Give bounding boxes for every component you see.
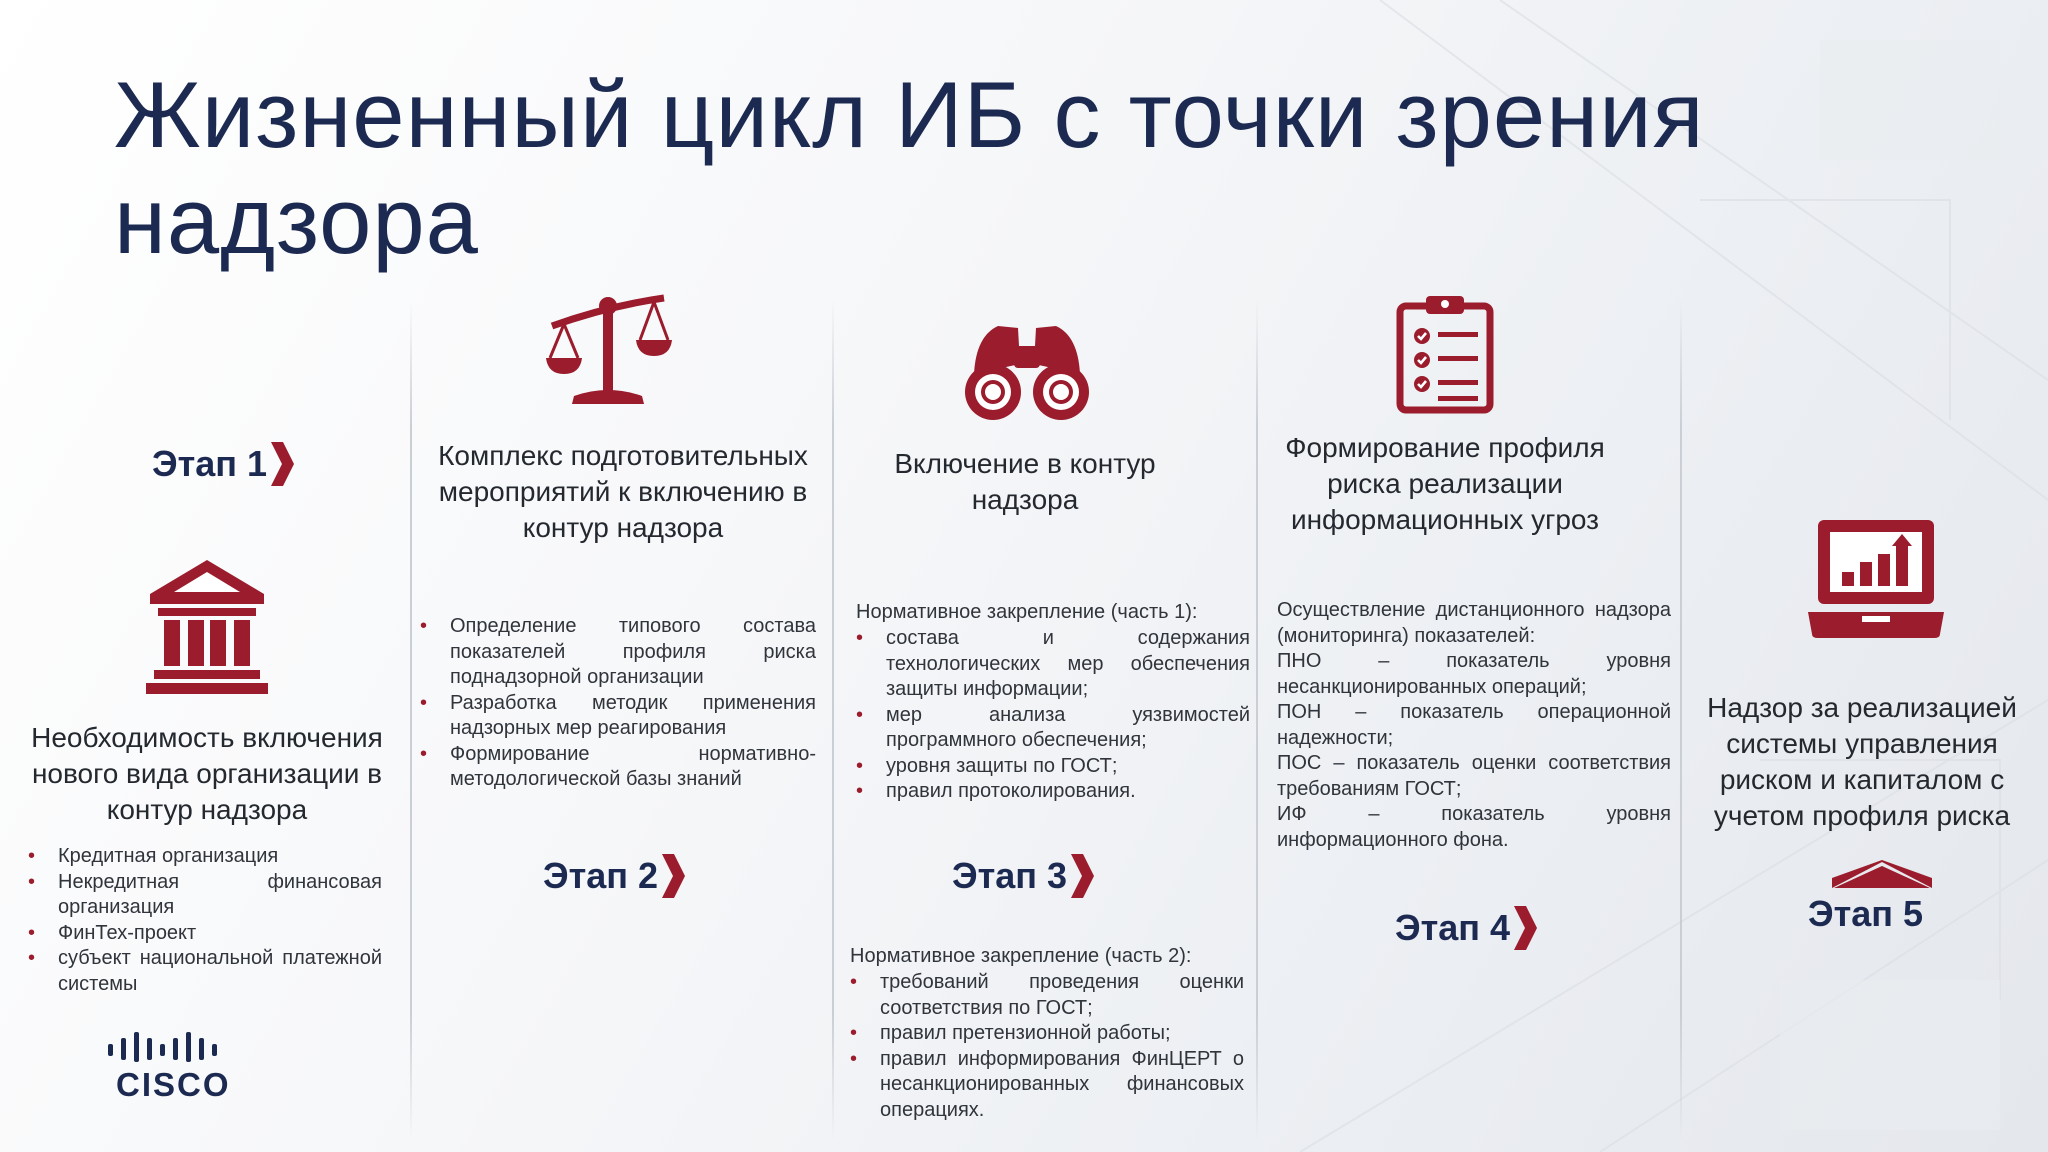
- stage-4-line: ПОН – показатель операционной надежности;: [1277, 701, 1671, 749]
- stage-5-heading: Надзор за реализацией системы управления риском и капиталом с учетом профиля риска: [1707, 692, 2017, 831]
- page-title: Жизненный цикл ИБ с точки зрения надзора: [114, 62, 1705, 273]
- stage-3-part2-bullets: [850, 970, 1244, 1123]
- stage-4-text: [1277, 598, 1671, 853]
- stage-4-line: ПНО – показатель уровня несанкционированных операций;: [1277, 650, 1671, 698]
- stage-3-label: [952, 852, 1095, 900]
- chevron-right-icon: [1069, 852, 1095, 900]
- stage-2-heading: Комплекс подготовительных мероприятий к включению в контур надзора: [438, 440, 808, 543]
- clipboard-checklist-icon: [1396, 292, 1494, 414]
- list-item: • правил претензионной работы;: [850, 1021, 1244, 1047]
- list-item: • ФинТех-проект: [28, 921, 382, 947]
- list-item: • правил протоколирования.: [856, 779, 1250, 805]
- list-item: • требований проведения оценки соответствия по ГОСТ;: [850, 970, 1244, 1021]
- stage-2-text: Этап 2: [543, 855, 659, 896]
- cisco-logo-icon: [106, 1030, 230, 1064]
- chevron-right-icon: [269, 440, 295, 488]
- cisco-logo: [102, 1030, 232, 1103]
- stage-5-label: [1808, 893, 1923, 935]
- list-item: • состава и содержания технологических мер обеспечения защиты информации;: [856, 626, 1250, 703]
- binoculars-icon: [960, 322, 1094, 420]
- stage-4-label: [1395, 904, 1538, 952]
- list-item: • Некредитная финансовая организация: [28, 870, 382, 921]
- list-item: • правил информирования ФинЦЕРТ о несанкционированных финансовых операциях.: [850, 1047, 1244, 1124]
- column-divider: [1680, 300, 1682, 1140]
- list-item: • уровня защиты по ГОСТ;: [856, 754, 1250, 780]
- column-divider: [832, 300, 834, 1140]
- scales-icon: [544, 292, 674, 408]
- stage-4-text-label: Этап 4: [1395, 907, 1511, 948]
- stage-2-bullets: [420, 614, 816, 793]
- stage-4-line: Осуществление дистанционного надзора (мониторинга) показателей:: [1277, 599, 1671, 647]
- stage-1-bullets: [28, 844, 382, 997]
- chevron-up-icon: [1830, 860, 1934, 890]
- stage-3-part1-intro: Нормативное закрепление (часть 1):: [856, 601, 1198, 623]
- stage-3-heading: Включение в контур надзора: [894, 448, 1156, 515]
- list-item: • мер анализа уязвимостей программного обеспечения;: [856, 703, 1250, 754]
- list-item: • Определение типового состава показателей профиля риска поднадзорной организации: [420, 614, 816, 691]
- stage-1-text: Этап 1: [152, 443, 268, 484]
- column-divider: [410, 300, 412, 1140]
- cisco-wordmark: CISCO: [116, 1066, 231, 1103]
- list-item: • Разработка методик применения надзорных мер реагирования: [420, 691, 816, 742]
- stage-5-text: Этап 5: [1808, 893, 1924, 934]
- bank-building-icon: [144, 558, 270, 696]
- stage-1-label: [152, 440, 295, 488]
- stage-4-line: ИФ – показатель уровня информационного фона.: [1277, 803, 1671, 851]
- column-divider: [1256, 300, 1258, 1140]
- list-item: • Кредитная организация: [28, 844, 382, 870]
- stage-4-heading: Формирование профиля риска реализации информационных угроз: [1285, 432, 1605, 535]
- chevron-right-icon: [660, 852, 686, 900]
- stage-2-label: [543, 852, 686, 900]
- stage-3-part2-intro: Нормативное закрепление (часть 2):: [850, 945, 1192, 967]
- stage-4-line: ПОС – показатель оценки соответствия требованиям ГОСТ;: [1277, 752, 1671, 800]
- stage-3-part1-bullets: [856, 626, 1250, 805]
- list-item: • Формирование нормативно-методологической базы знаний: [420, 742, 816, 793]
- list-item: • субъект национальной платежной системы: [28, 946, 382, 997]
- laptop-chart-icon: [1804, 516, 1948, 640]
- stage-3-text: Этап 3: [952, 855, 1068, 896]
- stage-1-heading: Необходимость включения нового вида организации в контур надзора: [31, 722, 383, 825]
- chevron-right-icon: [1512, 904, 1538, 952]
